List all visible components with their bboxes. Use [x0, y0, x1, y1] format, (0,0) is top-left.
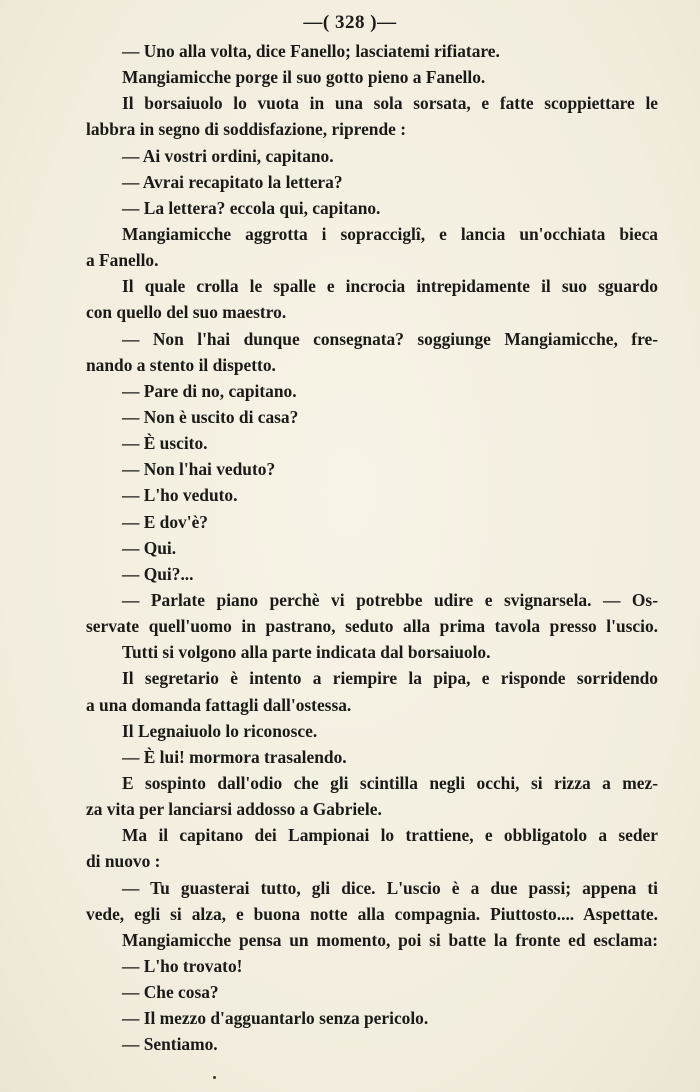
ink-speck — [213, 1076, 216, 1079]
text-line: labbra in segno di soddisfazione, riprende : — [86, 119, 407, 140]
text-line: — Pare di no, capitano. — [122, 380, 297, 401]
text-line: Il Legnaiuolo lo riconosce. — [122, 720, 318, 741]
text-line: — Tu guasterai tutto, gli dice. L'uscio è a due passi; appena ti — [122, 877, 658, 898]
text-line: — Non l'hai veduto? — [122, 459, 276, 480]
text-line: — Uno alla volta, dice Fanello; lasciatemi rifiatare. — [122, 41, 500, 61]
text-line: — Qui?... — [122, 563, 194, 584]
text-line: vede, egli si alza, e buona notte alla compagnia. Piuttosto.... Aspettate. — [86, 903, 658, 924]
text-line: za vita per lanciarsi addosso a Gabriele. — [86, 799, 382, 820]
text-line: Il borsaiuolo lo vuota in una sola sorsata, e fatte scoppiettare le — [122, 93, 658, 114]
text-line: — Il mezzo d'agguantarlo senza pericolo. — [122, 1008, 429, 1029]
text-line: — Ai vostri ordini, capitano. — [122, 145, 334, 166]
text-line: — Non l'hai dunque consegnata? soggiunge Mangiamicche, fre- — [122, 328, 658, 349]
text-line: di nuovo : — [86, 851, 161, 872]
text-line: con quello del suo maestro. — [86, 302, 287, 323]
text-line: — È uscito. — [122, 433, 208, 454]
text-body — [86, 38, 658, 1057]
text-line: — Sentiamo. — [122, 1034, 218, 1055]
text-line: — Parlate piano perchè vi potrebbe udire e svignarsela. — Os- — [122, 589, 658, 610]
text-line: a Fanello. — [86, 250, 159, 271]
text-line: — La lettera? eccola qui, capitano. — [122, 197, 381, 218]
text-line: — Qui. — [122, 537, 177, 558]
text-line: Mangiamicche pensa un momento, poi si batte la fronte ed esclama: — [122, 929, 658, 950]
text-line: E sospinto dall'odio che gli scintilla negli occhi, si rizza a mez- — [122, 772, 658, 793]
text-line: servate quell'uomo in pastrano, seduto alla prima tavola presso l'uscio. — [86, 616, 658, 637]
text-line: — Avrai recapitato la lettera? — [122, 171, 343, 192]
text-line: — L'ho trovato! — [122, 955, 243, 976]
text-line: — Che cosa? — [122, 982, 219, 1003]
text-line: nando a stento il dispetto. — [86, 354, 276, 375]
text-line: Ma il capitano dei Lampionai lo trattiene, e obbligatolo a seder — [122, 825, 658, 846]
text-line: — E dov'è? — [122, 511, 208, 532]
text-line: — È lui! mormora trasalendo. — [122, 746, 347, 767]
text-line: Il segretario è intento a riempire la pipa, e risponde sorridendo — [122, 668, 658, 689]
text-line: a una domanda fattagli dall'ostessa. — [86, 694, 352, 715]
text-line: Mangiamicche aggrotta i sopracciglî, e lancia un'occhiata bieca — [122, 223, 658, 244]
text-line: — Non è uscito di casa? — [122, 406, 299, 427]
page-number: —( 328 )— — [303, 12, 397, 33]
text-line: — L'ho veduto. — [122, 485, 238, 506]
text-line: Il quale crolla le spalle e incrocia intrepidamente il suo sguardo — [122, 276, 658, 297]
text-line: Mangiamicche porge il suo gotto pieno a Fanello. — [122, 67, 486, 88]
text-line: Tutti si volgono alla parte indicata dal borsaiuolo. — [122, 642, 491, 663]
